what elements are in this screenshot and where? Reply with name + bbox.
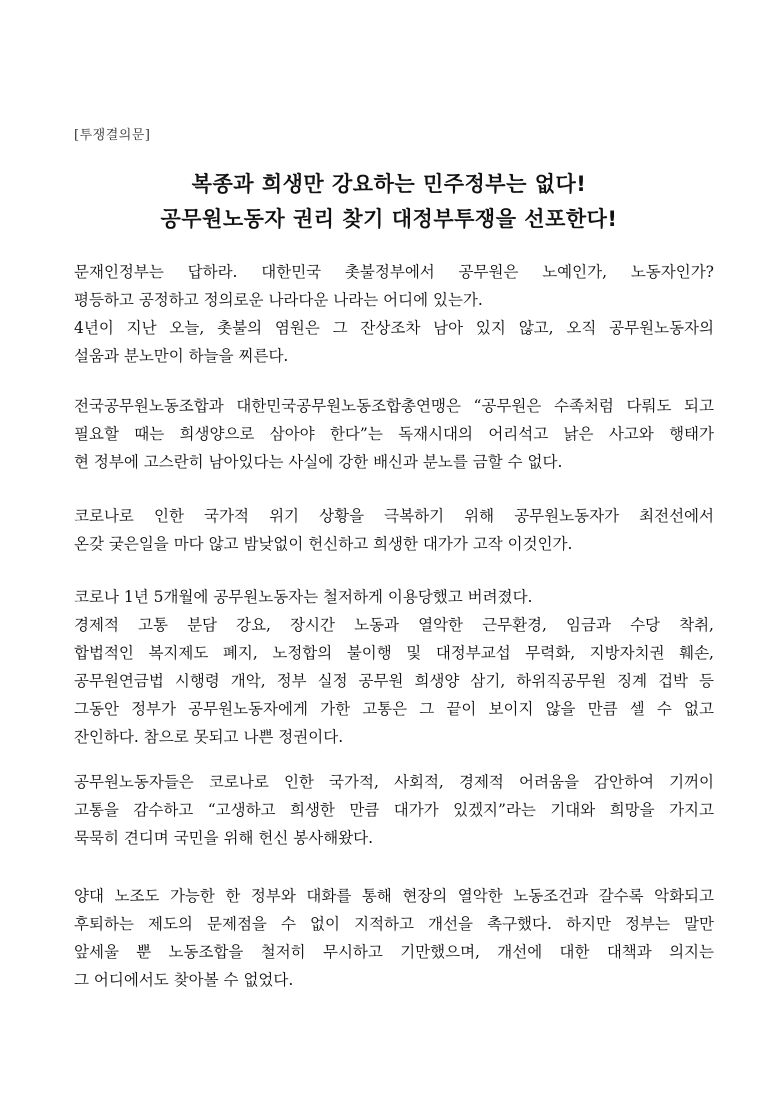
- title-line-1: 복종과 희생만 강요하는 민주정부는 없다!: [191, 172, 587, 196]
- document-label: [투쟁결의문]: [74, 128, 151, 143]
- title-line-2: 공무원노동자 권리 찾기 대정부투쟁을 선포한다!: [160, 207, 618, 231]
- text-line: 앞세울 뿐 노동조합을 철저히 무시하고 기만했으며, 개선에 대한 대책과 의지는: [74, 943, 714, 961]
- text-line: 잔인하다. 참으로 못되고 나쁜 정권이다.: [74, 728, 344, 746]
- text-line: 4년이 지난 오늘, 촛불의 염원은 그 잔상조차 남아 있지 않고, 오직 공무원노동자의: [74, 319, 714, 337]
- text-line: 그동안 정부가 공무원노동자에게 가한 고통은 그 끝이 보이지 않을 만큼 셀 수 없고: [74, 700, 714, 718]
- text-line: 코로나로 인한 국가적 위기 상황을 극복하기 위해 공무원노동자가 최전선에서: [74, 507, 714, 525]
- paragraph-1: [74, 258, 714, 370]
- text-line: 그 어디에서도 찾아볼 수 없었다.: [74, 971, 294, 989]
- text-line: 합법적인 복지제도 폐지, 노정합의 불이행 및 대정부교섭 무력화, 지방자치권 훼손,: [74, 644, 714, 662]
- text-line: 코로나 1년 5개월에 공무원노동자는 철저하게 이용당했고 버려졌다.: [74, 588, 533, 606]
- paragraph-2: [74, 392, 714, 476]
- text-line: 공무원연금법 시행령 개악, 정부 실정 공무원 희생양 삼기, 하위직공무원 징계 겁박 등: [74, 672, 714, 690]
- text-line: 공무원노동자들은 코로나로 인한 국가적, 사회적, 경제적 어려움을 감안하여 기꺼이: [74, 773, 714, 791]
- text-line: 양대 노조도 가능한 한 정부와 대화를 통해 현장의 열악한 노동조건과 갈수록 악화되고: [74, 887, 714, 905]
- text-line: 온갖 궂은일을 마다 않고 밤낮없이 헌신하고 희생한 대가가 고작 이것인가.: [74, 535, 573, 553]
- text-line: 전국공무원노동조합과 대한민국공무원노동조합총연맹은 “공무원은 수족처럼 다뤄도 되고: [74, 397, 714, 415]
- paragraph-4: [74, 583, 714, 751]
- text-line: 문재인정부는 답하라. 대한민국 촛불정부에서 공무원은 노예인가, 노동자인가?: [74, 263, 714, 281]
- text-line: 고통을 감수하고 “고생하고 희생한 만큼 대가가 있겠지”라는 기대와 희망을 가지고: [74, 801, 714, 819]
- paragraph-3: [74, 502, 714, 558]
- text-line: 묵묵히 견디며 국민을 위해 헌신 봉사해왔다.: [74, 829, 374, 847]
- text-line: 경제적 고통 분담 강요, 장시간 노동과 열악한 근무환경, 임금과 수당 착취,: [74, 616, 714, 634]
- text-line: 평등하고 공정하고 정의로운 나라다운 나라는 어디에 있는가.: [74, 291, 483, 309]
- paragraph-6: [74, 882, 714, 994]
- text-line: 현 정부에 고스란히 남아있다는 사실에 강한 배신과 분노를 금할 수 없다.: [74, 453, 563, 471]
- text-line: 설움과 분노만이 하늘을 찌른다.: [74, 347, 289, 365]
- text-line: 필요할 때는 희생양으로 삼아야 한다”는 독재시대의 어리석고 낡은 사고와 행태가: [74, 425, 714, 443]
- text-line: 후퇴하는 제도의 문제점을 수 없이 지적하고 개선을 촉구했다. 하지만 정부는 말만: [74, 915, 714, 933]
- paragraph-5: [74, 768, 714, 852]
